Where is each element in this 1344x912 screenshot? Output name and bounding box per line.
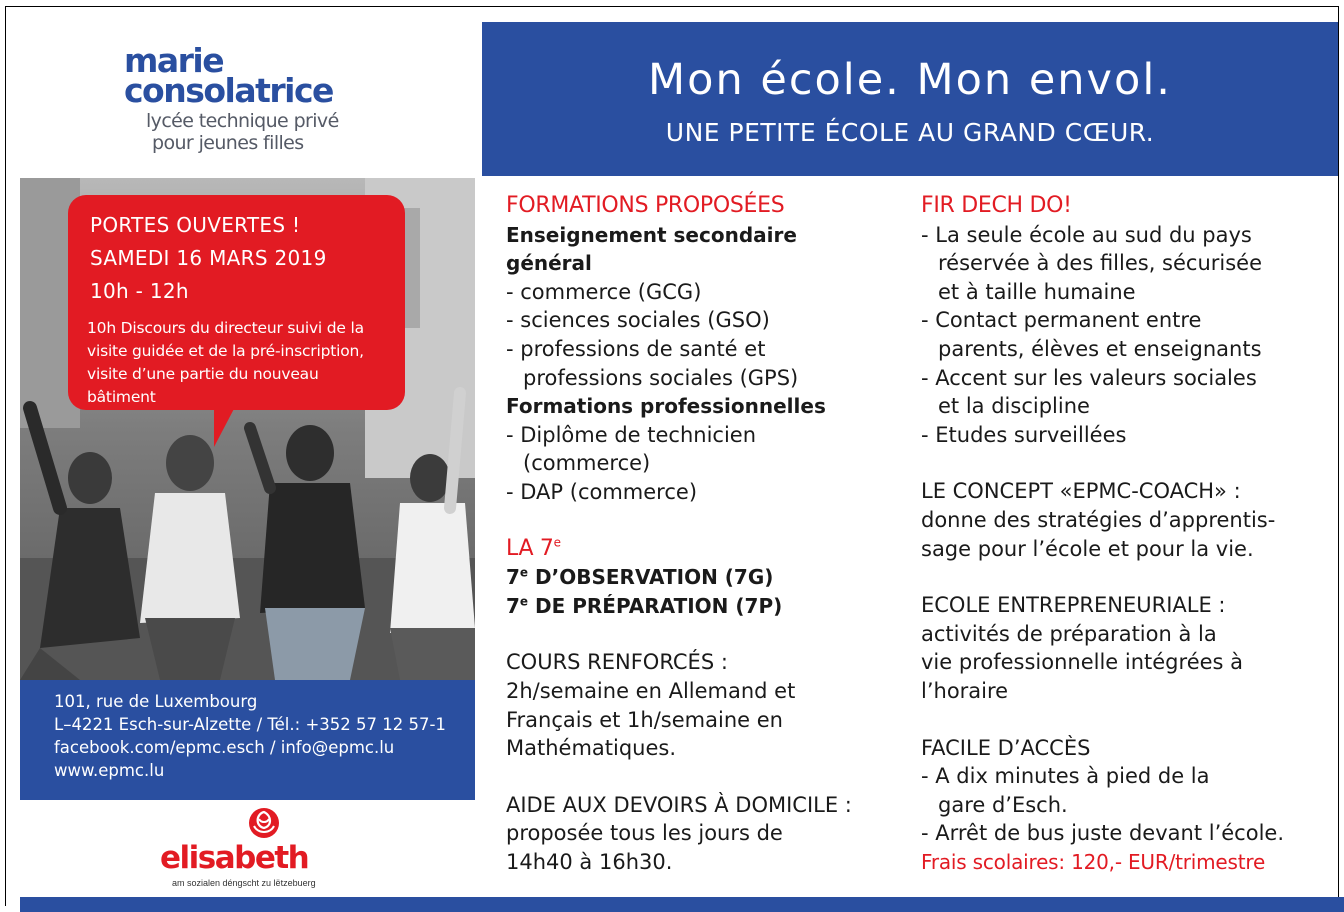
concept-line-1: donne des stratégies d’apprentis- xyxy=(921,507,1276,532)
la7-preparation-num: 7 xyxy=(506,593,520,618)
aide-line-2: 14h40 à 16h30. xyxy=(506,849,673,874)
rose-icon xyxy=(246,806,282,840)
la7-heading-text: LA 7 xyxy=(506,535,554,561)
cours-line-2: Français et 1h/semaine en xyxy=(506,707,783,732)
list-item-line: parents, élèves et enseignants xyxy=(938,336,1262,361)
aide-heading: AIDE AUX DEVOIRS À DOMICILE : xyxy=(506,792,852,817)
fir-heading: FIR DECH DO! xyxy=(921,193,1072,218)
open-day-detail-4: bâtiment xyxy=(87,388,156,406)
list-item: - commerce (GCG) xyxy=(506,279,702,304)
list-item-line: - Accent sur les valeurs sociales xyxy=(921,365,1257,390)
open-day-detail-1: 10h Discours du directeur suivi de la xyxy=(87,319,364,337)
la7-preparation-text: DE PRÉPARATION (7P) xyxy=(528,593,783,618)
open-day-time: 10h - 12h xyxy=(90,279,189,303)
benefits-column xyxy=(921,192,1331,876)
bubble-tail xyxy=(214,405,236,447)
elisabeth-tagline: am sozialen déngscht zu lëtzebuerg xyxy=(172,878,316,888)
list-item-line: (commerce) xyxy=(523,451,651,476)
formations-column xyxy=(506,192,901,876)
open-day-title xyxy=(90,209,327,308)
list-item-line: - La seule école au sud du pays xyxy=(921,222,1252,247)
la7-observation xyxy=(506,563,901,592)
list-item: - Etudes surveillées xyxy=(921,422,1127,447)
formations-heading: FORMATIONS PROPOSÉES xyxy=(506,193,785,218)
cours-line-1: 2h/semaine en Allemand et xyxy=(506,678,796,703)
la7-heading-sup: e xyxy=(553,535,561,550)
open-day-detail-3: visite d’une partie du nouveau xyxy=(87,365,319,383)
la7-observation-num: 7 xyxy=(506,565,520,590)
list-item-line: professions sociales (GPS) xyxy=(523,365,799,390)
elisabeth-logo xyxy=(160,806,340,886)
contact-city-phone: L–4221 Esch-sur-Alzette / Tél.: +352 57 12 57-1 xyxy=(54,715,446,734)
school-logo xyxy=(124,41,339,154)
list-item: - Arrêt de bus juste devant l’école. xyxy=(921,821,1284,846)
list-item: - sciences sociales (GSO) xyxy=(506,308,770,333)
banner-subtitle: UNE PETITE ÉCOLE AU GRAND CŒUR. xyxy=(665,118,1155,147)
ecole-heading: ECOLE ENTREPRENEURIALE : xyxy=(921,593,1226,618)
open-day-bubble xyxy=(68,195,405,410)
cours-heading: COURS RENFORCÉS : xyxy=(506,650,728,675)
list-item xyxy=(921,364,1331,421)
list-item-line: réservée à des filles, sécurisée xyxy=(938,251,1263,276)
acces-heading: FACILE D’ACCÈS xyxy=(921,735,1091,760)
ecole-line-1: activités de préparation à la xyxy=(921,621,1217,646)
open-day-details xyxy=(87,317,364,409)
la7-observation-sup: e xyxy=(519,565,529,580)
la7-preparation xyxy=(506,592,901,621)
list-item-line: gare d’Esch. xyxy=(938,792,1068,817)
list-item-line: - professions de santé et xyxy=(506,336,766,361)
logo-line-4: pour jeunes filles xyxy=(152,132,304,154)
list-item xyxy=(506,421,901,478)
la7-preparation-sup: e xyxy=(519,594,529,609)
concept-heading: LE CONCEPT «EPMC-COACH» : xyxy=(921,479,1241,504)
list-item-line: et la discipline xyxy=(938,394,1090,419)
list-item: - DAP (commerce) xyxy=(506,479,698,504)
contact-box xyxy=(20,680,475,800)
list-item xyxy=(921,221,1331,307)
open-day-line-1: PORTES OUVERTES ! xyxy=(90,213,301,237)
contact-social-email[interactable]: facebook.com/epmc.esch / info@epmc.lu xyxy=(54,738,395,757)
list-item-line: et à taille humaine xyxy=(938,279,1136,304)
headline-banner xyxy=(482,22,1338,176)
list-item-line: - Contact permanent entre xyxy=(921,308,1202,333)
contact-website[interactable]: www.epmc.lu xyxy=(54,761,165,780)
logo-line-2: consolatrice xyxy=(124,71,333,110)
list-item xyxy=(921,762,1331,819)
la7-observation-text: D’OBSERVATION (7G) xyxy=(528,565,774,590)
open-day-detail-2: visite guidée et de la pré-inscription, xyxy=(87,342,364,360)
open-day-date: SAMEDI 16 MARS 2019 xyxy=(90,246,327,270)
concept-line-2: sage pour l’école et pour la vie. xyxy=(921,536,1254,561)
ecole-line-3: l’horaire xyxy=(921,678,1009,703)
logo-line-1: marie xyxy=(124,41,224,80)
general-education-title-1: Enseignement secondaire xyxy=(506,222,797,247)
cours-line-3: Mathématiques. xyxy=(506,736,677,761)
list-item xyxy=(921,306,1331,363)
fees-line: Frais scolaires: 120,- EUR/trimestre xyxy=(921,849,1266,874)
contact-address: 101, rue de Luxembourg xyxy=(54,692,258,711)
bottom-bar xyxy=(20,897,1344,912)
banner-title: Mon école. Mon envol. xyxy=(648,55,1172,105)
aide-line-1: proposée tous les jours de xyxy=(506,821,783,846)
la7-heading xyxy=(506,535,901,564)
vocational-title: Formations professionnelles xyxy=(506,394,826,419)
ecole-line-2: vie professionnelle intégrées à xyxy=(921,650,1244,675)
logo-line-3: lycée technique privé xyxy=(146,110,339,132)
list-item-line: - A dix minutes à pied de la xyxy=(921,764,1210,789)
list-item-line: - Diplôme de technicien xyxy=(506,422,757,447)
elisabeth-name: elisabeth xyxy=(160,840,309,876)
list-item xyxy=(506,335,901,392)
general-education-title-2: général xyxy=(506,251,592,276)
